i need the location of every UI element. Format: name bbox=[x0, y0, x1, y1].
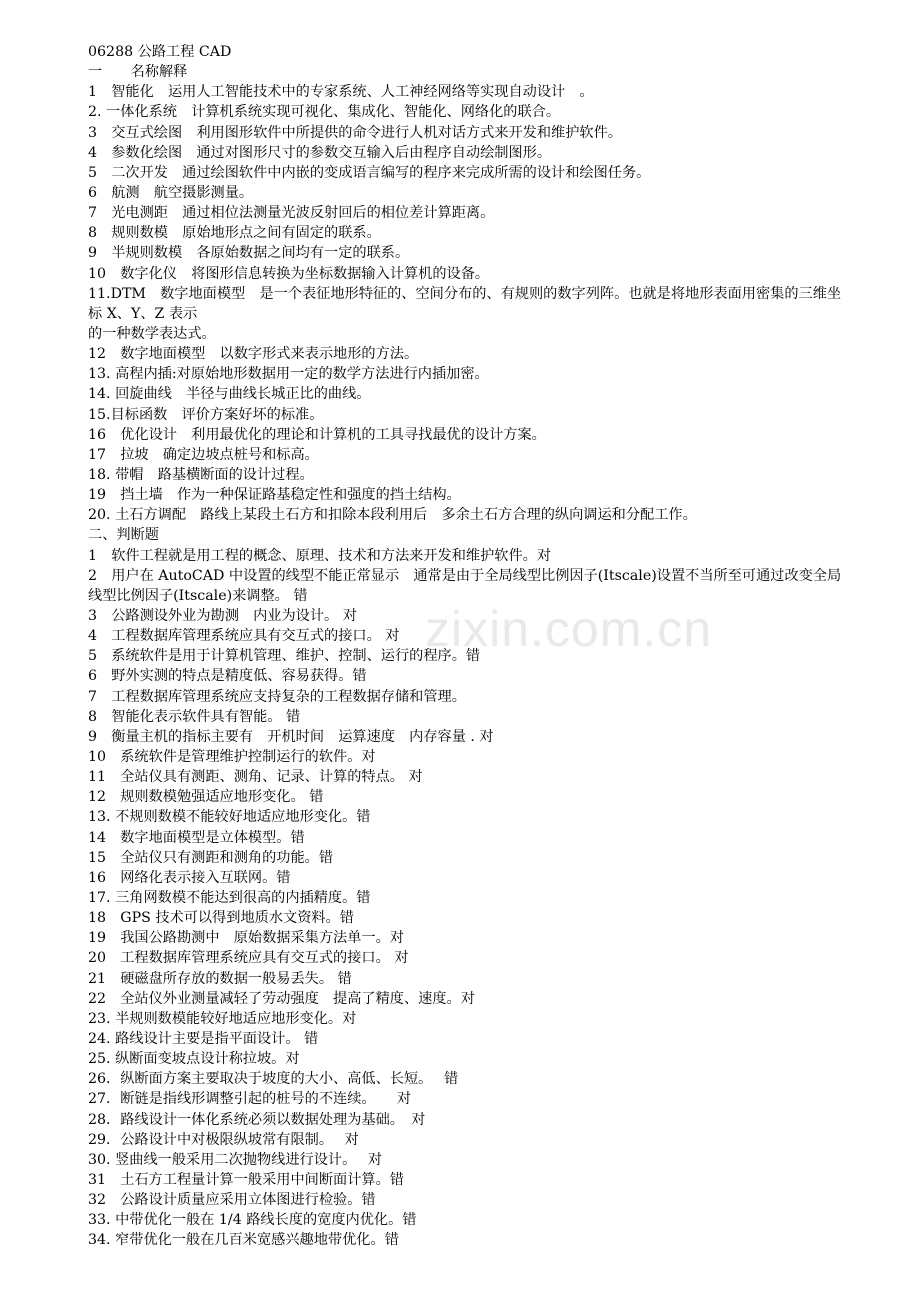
list-item: 8 智能化表示软件具有智能。 错 bbox=[88, 708, 301, 725]
list-item: 12 数字地面模型 以数字形式来表示地形的方法。 bbox=[88, 346, 419, 363]
list-item: 30. 竖曲线一般采用二次抛物线进行设计。 对 bbox=[88, 1151, 383, 1168]
list-item: 20. 土石方调配 路线上某段土石方和扣除本段利用后 多余土石方合理的纵向调运和分配工作。 bbox=[88, 507, 697, 524]
list-item: 19 挡土墙 作为一种保证路基稳定性和强度的挡土结构。 bbox=[88, 487, 461, 504]
document-title: 06288 公路工程 CAD bbox=[88, 44, 232, 60]
list-item: 32 公路设计质量应采用立体图进行检验。错 bbox=[88, 1192, 376, 1209]
list-item: 1 软件工程就是用工程的概念、原理、技术和方法来开发和维护软件。对 bbox=[88, 547, 552, 564]
list-item: 3 交互式绘图 利用图形软件中所提供的命令进行人机对话方式来开发和维护软件。 bbox=[88, 124, 622, 141]
list-item: 10 数字化仪 将图形信息转换为坐标数据输入计算机的设备。 bbox=[88, 265, 490, 282]
list-item: 14. 回旋曲线 半径与曲线长城正比的曲线。 bbox=[88, 386, 371, 403]
list-item: 14 数字地面模型是立体模型。错 bbox=[88, 829, 305, 846]
list-item: 1 智能化 运用人工智能技术中的专家系统、人工神经网络等实现自动设计 。 bbox=[88, 84, 594, 101]
list-item: 11.DTM 数字地面模型 是一个表征地形特征的、空间分布的、有规则的数字列阵。也就是将地形表面用密集的三维坐标 X、Y、Z 表示 bbox=[88, 285, 842, 322]
list-item: 29．公路设计中对极限纵坡常有限制。 对 bbox=[88, 1131, 359, 1148]
list-item: 16 网络化表示接入互联网。错 bbox=[88, 869, 291, 886]
list-item: 18. 带帽 路基横断面的设计过程。 bbox=[88, 466, 314, 483]
list-item: 10 系统软件是管理维护控制运行的软件。对 bbox=[88, 748, 376, 765]
list-item: 9 半规则数模 各原始数据之间均有一定的联系。 bbox=[88, 245, 410, 262]
list-item: 34. 窄带优化一般在几百米宽感兴趣地带优化。错 bbox=[88, 1232, 399, 1249]
list-item: 13. 不规则数模不能较好地适应地形变化。错 bbox=[88, 809, 371, 826]
list-item: 的一种数学表达式。 bbox=[88, 326, 216, 342]
list-item: 2. 一体化系统 计算机系统实现可视化、集成化、智能化、网络化的联合。 bbox=[88, 104, 561, 121]
section-heading-definitions: 一 名称解释 bbox=[88, 64, 188, 81]
list-item: 17 拉坡 确定边坡点桩号和标高。 bbox=[88, 446, 319, 463]
list-item: 7 工程数据库管理系统应支持复杂的工程数据存储和管理。 bbox=[88, 688, 466, 705]
list-item: 4 工程数据库管理系统应具有交互式的接口。 对 bbox=[88, 628, 400, 645]
list-item: 21 硬磁盘所存放的数据一般易丢失。 错 bbox=[88, 970, 352, 987]
list-item: 28．路线设计一体化系统必须以数据处理为基础。 对 bbox=[88, 1111, 426, 1128]
list-item: 8 规则数模 原始地形点之间有固定的联系。 bbox=[88, 225, 381, 242]
list-item: 5 系统软件是用于计算机管理、维护、控制、运行的程序。错 bbox=[88, 648, 481, 665]
list-item: 33. 中带优化一般在 1/4 路线长度的宽度内优化。错 bbox=[88, 1212, 417, 1229]
list-item: 6 野外实测的特点是精度低、容易获得。错 bbox=[88, 668, 367, 685]
list-item: 15.目标函数 评价方案好坏的标准。 bbox=[88, 406, 324, 423]
list-item: 6 航测 航空摄影测量。 bbox=[88, 184, 254, 201]
list-item: 5 二次开发 通过绘图软件中内嵌的变成语言编写的程序来完成所需的设计和绘图任务。 bbox=[88, 164, 651, 181]
list-item: 27．断链是指线形调整引起的桩号的不连续。 对 bbox=[88, 1091, 412, 1108]
list-item: 22 全站仪外业测量减轻了劳动强度 提高了精度、速度。对 bbox=[88, 990, 475, 1007]
list-item: 7 光电测距 通过相位法测量光波反射回后的相位差计算距离。 bbox=[88, 205, 495, 222]
true-false-list bbox=[88, 546, 848, 1251]
watermark: zixin.com.cn bbox=[425, 601, 713, 657]
section-heading-true-false: 二、判断题 bbox=[88, 527, 159, 544]
list-item: 20 工程数据库管理系统应具有交互式的接口。 对 bbox=[88, 950, 409, 967]
list-item: 13. 高程内插:对原始地形数据用一定的数学方法进行内插加密。 bbox=[88, 366, 489, 383]
document-page bbox=[88, 42, 848, 1251]
list-item: 9 衡量主机的指标主要有 开机时间 运算速度 内存容量 . 对 bbox=[88, 728, 494, 745]
definitions-list bbox=[88, 82, 848, 525]
list-item: 16 优化设计 利用最优化的理论和计算机的工具寻找最优的设计方案。 bbox=[88, 426, 546, 443]
list-item: 31 土石方工程量计算一般采用中间断面计算。错 bbox=[88, 1171, 404, 1188]
list-item: 26．纵断面方案主要取决于坡度的大小、高低、长短。 错 bbox=[88, 1071, 459, 1088]
list-item: 12 规则数模勉强适应地形变化。 错 bbox=[88, 789, 324, 806]
list-item: 2 用户在 AutoCAD 中设置的线型不能正常显示 通常是由于全局线型比例因子(Itscale)设置不当所至可通过改变全局线型比例因子(Itscale)来调整。 错 bbox=[88, 567, 842, 604]
list-item: 15 全站仪只有测距和测角的功能。错 bbox=[88, 849, 334, 866]
list-item: 4 参数化绘图 通过对图形尺寸的参数交互输入后由程序自动绘制图形。 bbox=[88, 144, 552, 161]
list-item: 3 公路测设外业为勘测 内业为设计。 对 bbox=[88, 608, 357, 624]
list-item: 18 GPS 技术可以得到地质水文资料。错 bbox=[88, 910, 354, 927]
list-item: 11 全站仪具有测距、测角、记录、计算的特点。 对 bbox=[88, 769, 423, 786]
list-item: 24. 路线设计主要是指平面设计。 错 bbox=[88, 1030, 319, 1047]
list-item: 23. 半规则数模能较好地适应地形变化。对 bbox=[88, 1010, 357, 1027]
list-item: 19 我国公路勘测中 原始数据采集方法单一。对 bbox=[88, 930, 404, 947]
list-item: 25. 纵断面变坡点设计称拉坡。对 bbox=[88, 1051, 300, 1068]
list-item: 17. 三角网数模不能达到很高的内插精度。错 bbox=[88, 889, 371, 906]
